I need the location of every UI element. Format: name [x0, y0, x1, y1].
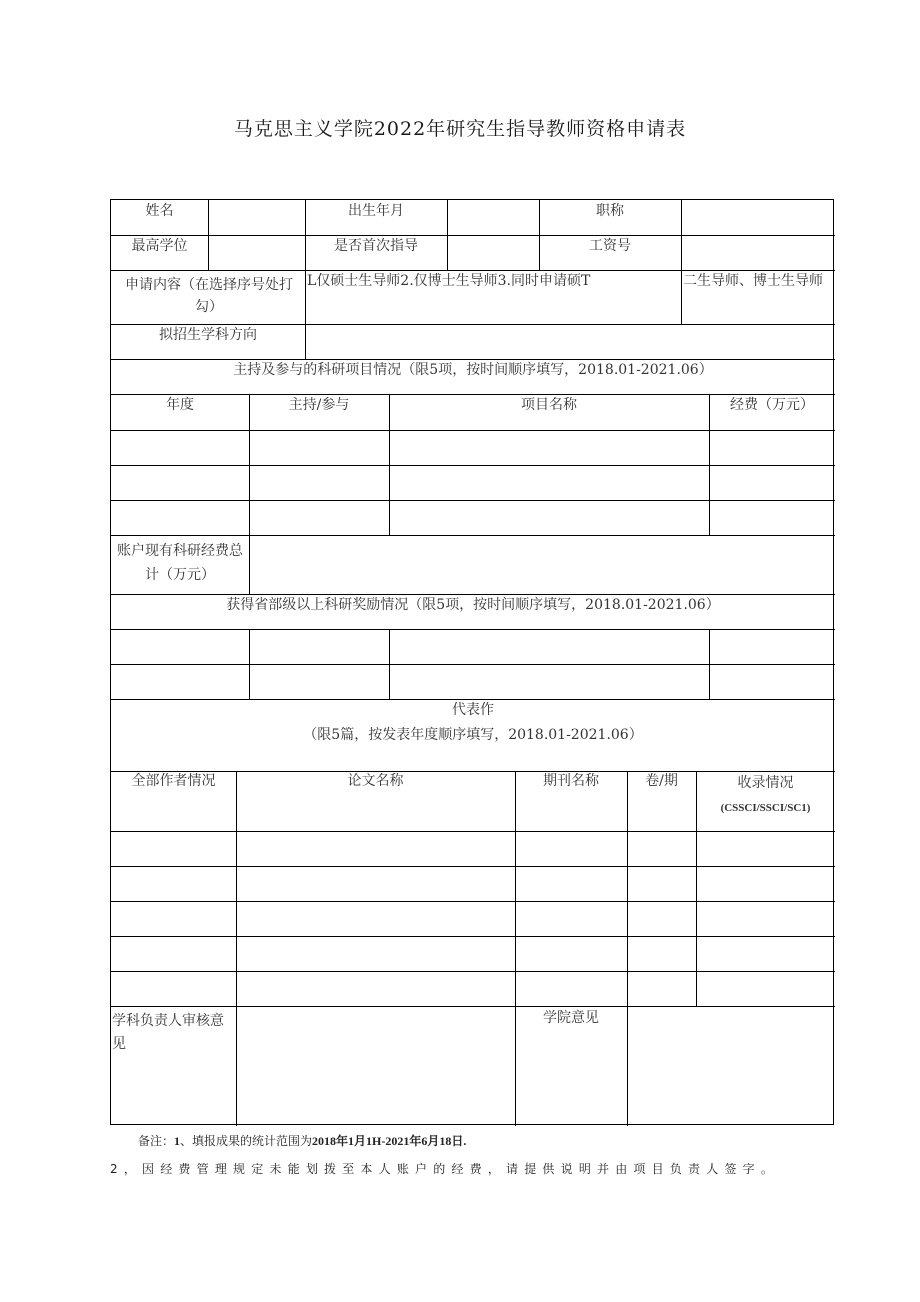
col-divider	[709, 629, 710, 699]
note-1-text: 、填报成果的统计范围为	[180, 1134, 313, 1148]
note-prefix: 备注：	[138, 1134, 175, 1148]
degree-label: 最高学位	[131, 238, 188, 254]
row-divider	[111, 235, 835, 236]
discipline-review-label: 学科负责人审核意见	[112, 1013, 224, 1052]
name-label: 姓名	[145, 203, 174, 219]
col-divider	[515, 771, 516, 1126]
note-1-number: 1	[174, 1134, 181, 1148]
college-opinion-label: 学院意见	[543, 1010, 599, 1026]
col-divider	[389, 629, 390, 699]
apply-options: L仅硕士生导师2.仅博士生导师3.同时申请硕T	[307, 273, 591, 289]
note-1-date: 2018年1月1H-2021年6月18日.	[312, 1134, 467, 1148]
row-divider	[111, 465, 835, 466]
col-divider	[249, 394, 250, 535]
direction-label: 拟招生学科方向	[159, 327, 257, 343]
col-divider	[305, 270, 306, 359]
apply-options-continued: 二生导师、博士生导师	[683, 273, 823, 289]
col-journal: 期刊名称	[543, 773, 599, 789]
row-divider	[111, 629, 835, 630]
funds-total-label: 账户现有科研经费总计（万元）	[117, 543, 243, 583]
job-title-label: 职称	[596, 203, 624, 219]
col-divider	[208, 200, 209, 270]
row-divider	[111, 936, 835, 937]
col-divider	[389, 394, 390, 535]
col-role: 主持/参与	[288, 397, 350, 413]
works-subheader: （限5篇，按发表年度顺序填写，2018.01-2021.06）	[303, 727, 643, 743]
col-volume: 卷/期	[645, 773, 678, 789]
projects-header: 主持及参与的科研项目情况（限5项，按时间顺序填写，2018.01-2021.06）	[233, 362, 713, 378]
row-divider	[111, 901, 835, 902]
staff-id-label: 工资号	[589, 238, 631, 254]
form-title: 马克思主义学院2022年研究生指导教师资格申请表	[233, 118, 687, 140]
works-header: 代表作	[452, 702, 494, 718]
col-divider	[236, 771, 237, 1126]
apply-content-label: 申请内容（在选择序号处打勾）	[125, 277, 293, 315]
row-divider	[111, 664, 835, 665]
col-paper-title: 论文名称	[347, 773, 404, 789]
note-line-1	[138, 1132, 466, 1149]
row-divider	[111, 866, 835, 867]
col-project-name: 项目名称	[521, 397, 577, 413]
row-divider	[111, 831, 835, 832]
col-funding: 经费（万元）	[730, 397, 814, 413]
application-form-table	[110, 199, 834, 1125]
col-divider	[249, 629, 250, 699]
col-index: 收录情况	[737, 775, 794, 791]
row-divider	[111, 500, 835, 501]
row-divider	[111, 1006, 835, 1007]
row-divider	[111, 535, 835, 536]
row-divider	[111, 430, 835, 431]
col-authors: 全部作者情况	[131, 773, 216, 789]
col-divider	[709, 394, 710, 535]
col-divider	[447, 200, 448, 270]
col-index-sub: (CSSCI/SSCI/SC1)	[720, 802, 811, 814]
birth-label: 出生年月	[348, 203, 404, 219]
col-divider	[627, 771, 628, 1126]
col-divider	[249, 535, 250, 594]
first-time-label: 是否首次指导	[334, 238, 418, 254]
row-divider	[111, 971, 835, 972]
note-line-2: 2，因经费管理规定未能划拨至本人账户的经费，请提供说明并由项目负责人签字。	[110, 1162, 780, 1176]
col-divider	[681, 200, 682, 324]
col-year: 年度	[166, 397, 194, 413]
awards-header: 获得省部级以上科研奖励情况（限5项，按时间顺序填写，2018.01-2021.06）	[226, 597, 720, 613]
